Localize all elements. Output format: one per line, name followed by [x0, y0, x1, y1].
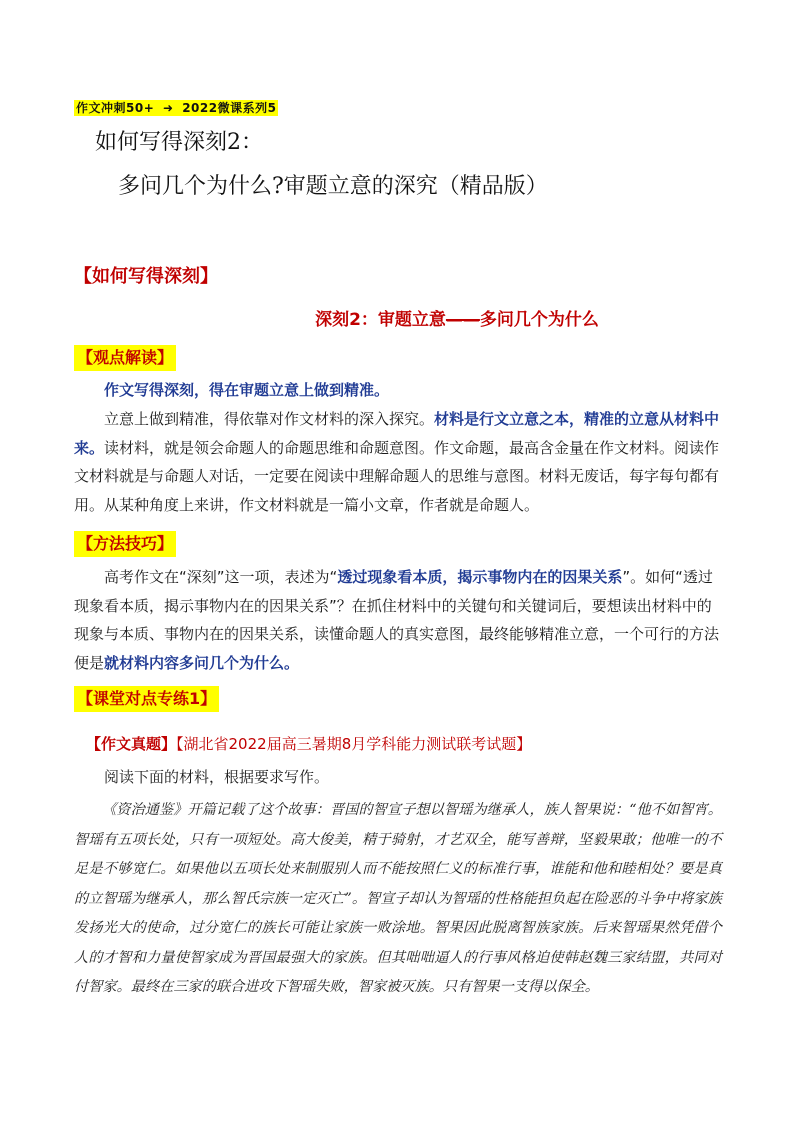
- exercise-tag: 【课堂对点专练1】: [74, 686, 219, 712]
- method-p-mid: ”。如何“透过现象看本质，揭示事物内在的因果关系”？在抓住材料中的关键句和关键词后，要想读出材料中的现象与本质、事物内在的因果关系，读懂命题人的真实意图，最终能够精准立意，一个可行的方法便是: [74, 568, 720, 672]
- subtitle-part2: 多问几个为什么: [479, 310, 599, 330]
- viewpoint-p-start: 立意上做到精准，得依靠对作文材料的深入探究。: [104, 410, 435, 428]
- page-title-line1: 如何写得深刻2：: [95, 130, 263, 155]
- series-tagline: [74, 100, 278, 116]
- subtitle: [0, 305, 794, 330]
- method-paragraph: [74, 563, 722, 677]
- exercise-source: 【湖北省2022届高三暑期8月学科能力测试联考试题】: [176, 735, 532, 753]
- viewpoint-p-rest: 读材料，就是领会命题人的命题思维和命题意图。作文命题，最高含金量在作文材料。阅读作文材料就是与命题人对话，一定要在阅读中理解命题人的思维与意图。材料无废话，每字每句都有用。从某种角度上来讲，作文材料就是一篇小文章，作者就是命题人。: [74, 438, 720, 514]
- exercise-source-line: [86, 730, 734, 759]
- viewpoint-lead-text: 作文写得深刻，得在审题立意上做到精准。: [104, 381, 390, 399]
- viewpoint-p-bold: 材料是行文立意之本，精准的立意从材料中来。: [74, 410, 720, 457]
- method-p-bold2: 就材料内容多问几个为什么。: [104, 653, 300, 672]
- exercise-story: 《资治通鉴》开篇记载了这个故事：晋国的智宣子想以智瑶为继承人，族人智果说：“他不如智宵。智瑶有五项长处，只有一项短处。高大俊美，精于骑射，才艺双全，能写善辩，坚毅果敢；他唯一的不足是不够宽仁。如果他以五项长处来制服别人而不能按照仁义的标准行事，谁能和他和睦相处？要是真的立智瑶为继承人，那么智氏宗族一定灭亡”。智宣子却认为智瑶的性格能担负起在险恶的斗争中将家族发扬光大的使命，过分宽仁的族长可能让家族一败涂地。智果因此脱离智族家族。后来智瑶果然凭借个人的才智和力量使智家成为晋国最强大的家族。但其咄咄逼人的行事风格迫使韩赵魏三家结盟，共同对付智家。最终在三家的联合进攻下智瑶失败，智家被灭族。只有智果一支得以保全。: [74, 802, 722, 995]
- method-tag: 【方法技巧】: [74, 531, 176, 557]
- section-heading: 【如何写得深刻】: [74, 266, 218, 287]
- viewpoint-paragraph: [74, 405, 722, 519]
- arrow-icon: ➜: [162, 101, 174, 115]
- tagline-part2: 2022微课系列5: [182, 101, 277, 115]
- subtitle-part1: 深刻2：审题立意: [315, 310, 446, 330]
- viewpoint-lead: [74, 376, 722, 405]
- page-title-line2: 多问几个为什么?审题立意的深究（精品版）: [118, 174, 548, 199]
- method-p-bold1: 透过现象看本质，揭示事物内在的因果关系: [337, 568, 623, 586]
- exercise-label: 【作文真题】: [86, 735, 177, 753]
- exercise-instruction: 阅读下面的材料，根据要求写作。: [104, 768, 330, 786]
- tagline-part1: 作文冲刺50+: [76, 101, 155, 115]
- method-p-start: 高考作文在“深刻”这一项，表述为“: [104, 568, 338, 586]
- viewpoint-tag: 【观点解读】: [74, 345, 176, 371]
- subtitle-dash: ——: [445, 310, 480, 330]
